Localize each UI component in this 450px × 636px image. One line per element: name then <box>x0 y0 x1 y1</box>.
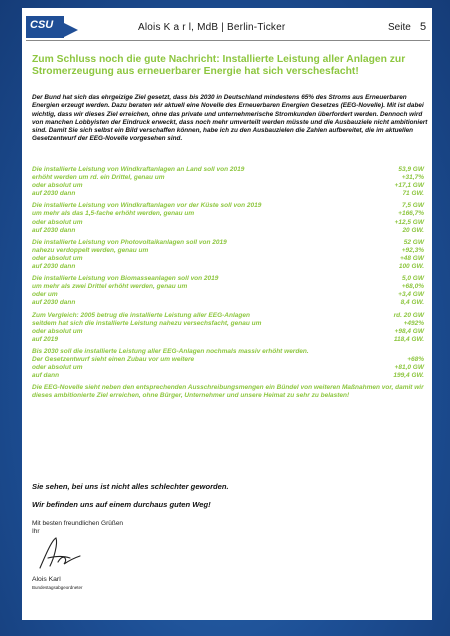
figure-label: auf 2030 dann <box>32 263 76 271</box>
page-header <box>22 8 432 48</box>
headline: Zum Schluss noch die gute Nachricht: Installierte Leistung aller Anlagen zur Stromerzeugung aus erneuerbarer Energie hat sich verschesfacht! <box>32 54 406 77</box>
logo-text: CSU <box>30 19 54 31</box>
figure-label: oder absolut um <box>32 327 83 335</box>
figure-value: rd. 20 GW <box>393 311 424 319</box>
figure-label: auf 2030 dann <box>32 226 76 234</box>
figure-row <box>32 263 424 271</box>
figure-value: +68% <box>407 355 424 363</box>
figure-row <box>32 291 424 299</box>
greeting-line-2: Ihr <box>32 528 40 535</box>
figure-row <box>32 210 424 218</box>
figure-row <box>32 190 424 198</box>
signature-role: Bundestagsabgeordneter <box>32 585 83 590</box>
figure-row <box>32 182 424 190</box>
figure-value: 118,4 GW. <box>393 335 424 343</box>
figure-label: auf 2019 <box>32 335 59 343</box>
figure-value: 53,9 GW <box>398 166 424 173</box>
figure-label: Zum Vergleich: 2005 betrug die installierte Leistung aller EEG-Anlagen <box>32 311 250 319</box>
greeting-line-1: Mit besten freundlichen Grüßen <box>32 520 124 527</box>
figure-label: Die installierte Leistung von Windkraftanlagen vor der Küste soll von 2019 <box>32 202 262 210</box>
figure-label: Die installierte Leistung von Biomasseanlagen soll von 2019 <box>32 275 219 283</box>
figures-block-comparison-2005 <box>32 312 424 344</box>
figure-row <box>32 239 424 247</box>
page-label: Seite <box>388 22 411 33</box>
figures-block-wind-onshore <box>32 166 424 198</box>
figure-label: oder absolut um <box>32 364 83 372</box>
figure-value: 7,5 GW <box>401 202 424 210</box>
figure-row <box>32 299 424 307</box>
figure-value: 20 GW. <box>402 226 424 234</box>
figure-row <box>32 255 424 263</box>
figure-value: +81,0 GW <box>394 364 424 372</box>
figure-value: +48 GW <box>399 254 424 262</box>
figure-value: 199,4 GW. <box>393 372 424 380</box>
figure-label: nahezu verdoppelt werden, genau um <box>32 246 149 254</box>
figure-value: 8,4 GW. <box>400 299 424 307</box>
handwritten-signature <box>34 534 94 574</box>
figures-block-photovoltaics <box>32 239 424 271</box>
figure-value: +17,1 GW <box>394 182 424 190</box>
figures-block-wind-offshore <box>32 202 424 234</box>
figure-row <box>32 174 424 182</box>
figure-row <box>32 348 424 356</box>
signature-name: Alois Karl <box>32 576 61 583</box>
closing-line-2: Wir befinden uns auf einem durchaus guten Weg! <box>32 500 211 509</box>
figure-row <box>32 328 424 336</box>
figure-row <box>32 320 424 328</box>
figure-row <box>32 283 424 291</box>
figure-value: +492% <box>403 319 424 327</box>
figure-value: +166,7% <box>398 210 424 218</box>
logo-arrow-shape <box>64 23 78 37</box>
figure-label: Der Gesetzentwurf sieht einen Zubau vor um weitere <box>32 355 195 363</box>
page-number: 5 <box>420 21 427 33</box>
figure-row <box>32 372 424 380</box>
figure-value: +98,4 GW <box>394 327 424 335</box>
figure-label: auf 2030 dann <box>32 299 76 307</box>
figure-row <box>32 364 424 372</box>
figure-value: 5,0 GW <box>401 275 424 283</box>
figure-row <box>32 336 424 344</box>
header-title: Alois K a r l, MdB | Berlin-Ticker <box>138 22 286 33</box>
figure-row <box>32 247 424 255</box>
figure-row <box>32 227 424 235</box>
figure-label: oder um <box>32 291 58 299</box>
figure-value: 71 GW. <box>402 190 424 198</box>
figures-block-biomass <box>32 275 424 307</box>
final-paragraph: Die EEG-Novelle sieht neben den entsprechenden Ausschreibungsmengen ein Bündel von weiteren Maßnahmen vor, damit wir dieses ambitionierte Ziel erreichen, ohne Bürger, Unternehmer und unsere Heimat zu sehr zu belasten! <box>32 384 424 400</box>
figure-value: 100 GW. <box>398 263 424 271</box>
figure-label: um mehr als zwei Drittel erhöht werden, genau um <box>32 283 188 291</box>
figure-value: +3,4 GW <box>398 291 424 299</box>
figure-label: oder absolut um <box>32 254 83 262</box>
figure-value: +31,7% <box>401 174 424 182</box>
figure-label: Die installierte Leistung von Windkraftanlagen an Land soll von 2019 <box>32 166 245 173</box>
figure-row <box>32 166 424 174</box>
intro-paragraph: Der Bund hat sich das ehrgeizige Ziel gesetzt, dass bis 2030 in Deutschland mindestens 65% des Stroms aus Erneuerbaren Energien erzeugt werden. Dazu beraten wir aktuell eine Novelle des Erneuerbaren Energien Gesetzes (EEG-Novelle). Mit ist dabei wichtig, dass wir dieses Ziel erreichen, ohne das private und unternehmerische Stromkunden überfordert werden. Dennoch wird von manchen Lobbyisten der Eindruck erweckt, dass noch mehr umverteilt werden müsste und die Ausbauziele nicht ambitioniert sind. Damit Sie sich selbst ein Bild verschaffen können, habe ich zu den Ausbauzielen die Zahlen aufbereitet, die im aktuellen Gesetzentwurf der EEG-Novelle vorgesehen sind. <box>32 94 428 143</box>
figure-row <box>32 275 424 283</box>
figures-section <box>32 166 424 404</box>
document-sheet <box>22 8 432 620</box>
figure-label: seitdem hat sich die installierte Leistung nahezu versechsfacht, genau um <box>32 319 262 327</box>
figure-label: Bis 2030 soll die installierte Leistung aller EEG-Anlagen nochmals massiv erhöht werden. <box>32 347 309 355</box>
figure-row <box>32 219 424 227</box>
figure-value: +68,0% <box>401 283 424 291</box>
header-divider <box>26 40 430 41</box>
figures-block-target-2030 <box>32 348 424 380</box>
figure-label: um mehr als das 1,5-fache erhöht werden, genau um <box>32 210 195 218</box>
figure-row <box>32 356 424 364</box>
closing-line-1: Sie sehen, bei uns ist nicht alles schlechter geworden. <box>32 482 229 491</box>
figure-label: auf dann <box>32 372 60 380</box>
figure-value: +12,5 GW <box>394 218 424 226</box>
figure-value: +92,3% <box>401 246 424 254</box>
figure-row <box>32 312 424 320</box>
figure-label: Die installierte Leistung von Photovoltaikanlagen soll von 2019 <box>32 238 227 246</box>
closing-statements <box>32 482 428 518</box>
figure-row <box>32 202 424 210</box>
figure-label: oder absolut um <box>32 218 83 226</box>
figure-label: oder absolut um <box>32 182 83 190</box>
figure-label: auf 2030 dann <box>32 190 76 198</box>
figure-value: 52 GW <box>403 238 424 246</box>
csu-logo <box>26 16 64 38</box>
figure-label: erhöht werden um rd. ein Drittel, genau um <box>32 174 165 182</box>
